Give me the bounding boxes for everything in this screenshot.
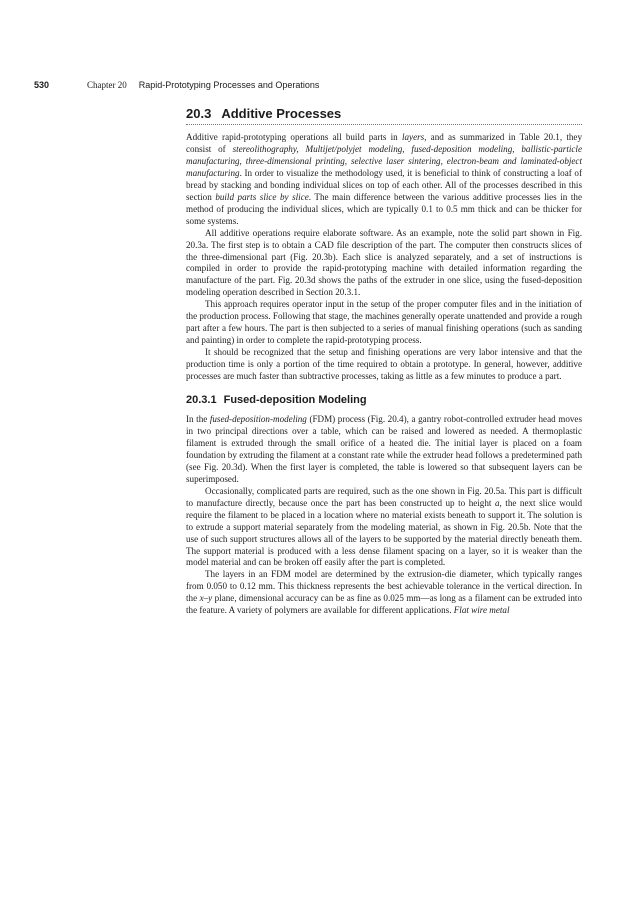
section-title: Additive Processes xyxy=(221,106,342,121)
text-run: Occasionally, complicated parts are required, such as the one shown in Fig. 20.5a. This part is difficult to manufacture directly, because once the part has been constructed up to height xyxy=(186,485,582,508)
subsection-title: Fused-deposition Modeling xyxy=(223,394,367,407)
text-run: plane, dimensional accuracy can be as fine as 0.025 mm—as long as a filament can be extruded into the feature. A variety of polymers are available for different applications. xyxy=(186,593,582,616)
chapter-title: Rapid-Prototyping Processes and Operations xyxy=(138,80,320,90)
subsection-paragraph xyxy=(186,414,582,486)
text-run: , the next slice would require the filament to be placed in a location where no material exists beneath to support it. The solution is to extrude a support material separately from the modeling material, as shown in Fig. 20.5b. Note that the use of such support structures allows all of the layers to be supported by the material directly beneath them. The support material is produced with a less dense filament spacing on a layer, so it is weaker than the model material and can be broken off easily after the part is completed. xyxy=(186,497,582,568)
italic-text-run: x–y xyxy=(199,593,213,604)
text-run: (FDM) process (Fig. 20.4), a gantry robot-controlled extruder head moves in two principal directions over a table, which can be raised and lowered as needed. A thermoplastic filament is extruded through the small orifice of a heated die. The initial layer is placed on a foam foundation by extruding the filament at a constant rate while the extruder head follows a predetermined path (see Fig. 20.3d). When the first layer is completed, the table is lowered so that subsequent layers can be superimposed. xyxy=(186,414,582,484)
section-paragraph xyxy=(186,228,582,300)
text-run: All additive operations require elaborate software. As an example, note the solid part shown in Fig. 20.3a. The first step is to obtain a CAD file description of the part. The computer then constructs slices of the three-dimensional part (Fig. 20.3b). Each slice is analyzed separately, and a set of instructions is compiled in order to provide the rapid-prototyping machine with detailed information regarding the manufacture of the part. Fig. 20.3d shows the paths of the extruder in one slice, using the fused-deposition modeling operation described in Section 20.3.1. xyxy=(186,227,582,298)
italic-text-run: layers xyxy=(401,132,425,142)
italic-text-run: stereolithography, Multijet/polyjet modeling, fused-deposition modeling, ballistic-particle manufacturing, three-dimensional printing, selective laser sintering, electron-beam and laminated-object manufacturing xyxy=(186,143,582,178)
section-paragraph xyxy=(186,299,582,347)
section-number: 20.3 xyxy=(186,106,212,121)
text-run: Additive rapid-prototyping operations all build parts in xyxy=(186,132,402,142)
italic-text-run: Flat wire metal xyxy=(453,605,510,616)
section-rule xyxy=(186,124,582,125)
section-paragraph xyxy=(186,347,582,383)
text-run: , and as summarized in Table 20.1, they consist of xyxy=(186,132,582,154)
page-body xyxy=(186,106,582,617)
running-head xyxy=(34,80,454,91)
text-run: . The main difference between the various additive processes lies in the method of producing the individual slices, which are typically 0.1 to 0.5 mm thick and can be thicker for some systems. xyxy=(186,191,582,226)
page-number: 530 xyxy=(34,80,50,90)
text-run: . In order to visualize the methodology used, it is beneficial to think of constructing a loaf of bread by stacking and bonding individual slices on top of each other. All of the processes described in this section xyxy=(186,167,582,202)
italic-text-run: fused-deposition-modeling xyxy=(209,414,307,425)
subsection-paragraph xyxy=(186,486,582,570)
subsection-heading xyxy=(186,393,582,407)
text-run: This approach requires operator input in the setup of the proper computer files and in the initiation of the production process. Following that stage, the machines generally operate unattended and provide a rough part after a few hours. The part is then subjected to a series of manual finishing operations (such as sanding and painting) in order to complete the rapid-prototyping process. xyxy=(186,299,582,346)
italic-text-run: build parts slice by slice xyxy=(215,191,309,202)
text-run: In the xyxy=(186,414,210,425)
text-run: The layers in an FDM model are determined by the extrusion-die diameter, which typically ranges from 0.050 to 0.12 mm. This thickness represents the best achievable tolerance in the vertical direction. In the xyxy=(186,569,582,604)
text-run: It should be recognized that the setup and finishing operations are very labor intensive and that the production time is only a portion of the time required to obtain a prototype. In general, however, additive processes are much faster than subtractive processes, taking as little as a few minutes to produce a part. xyxy=(186,347,582,382)
subsection-paragraph xyxy=(186,569,582,617)
chapter-label: Chapter 20 xyxy=(87,80,127,90)
italic-text-run: a xyxy=(494,497,500,508)
subsection-number: 20.3.1 xyxy=(186,394,217,407)
section-heading xyxy=(186,106,582,124)
section-paragraph xyxy=(186,132,582,228)
